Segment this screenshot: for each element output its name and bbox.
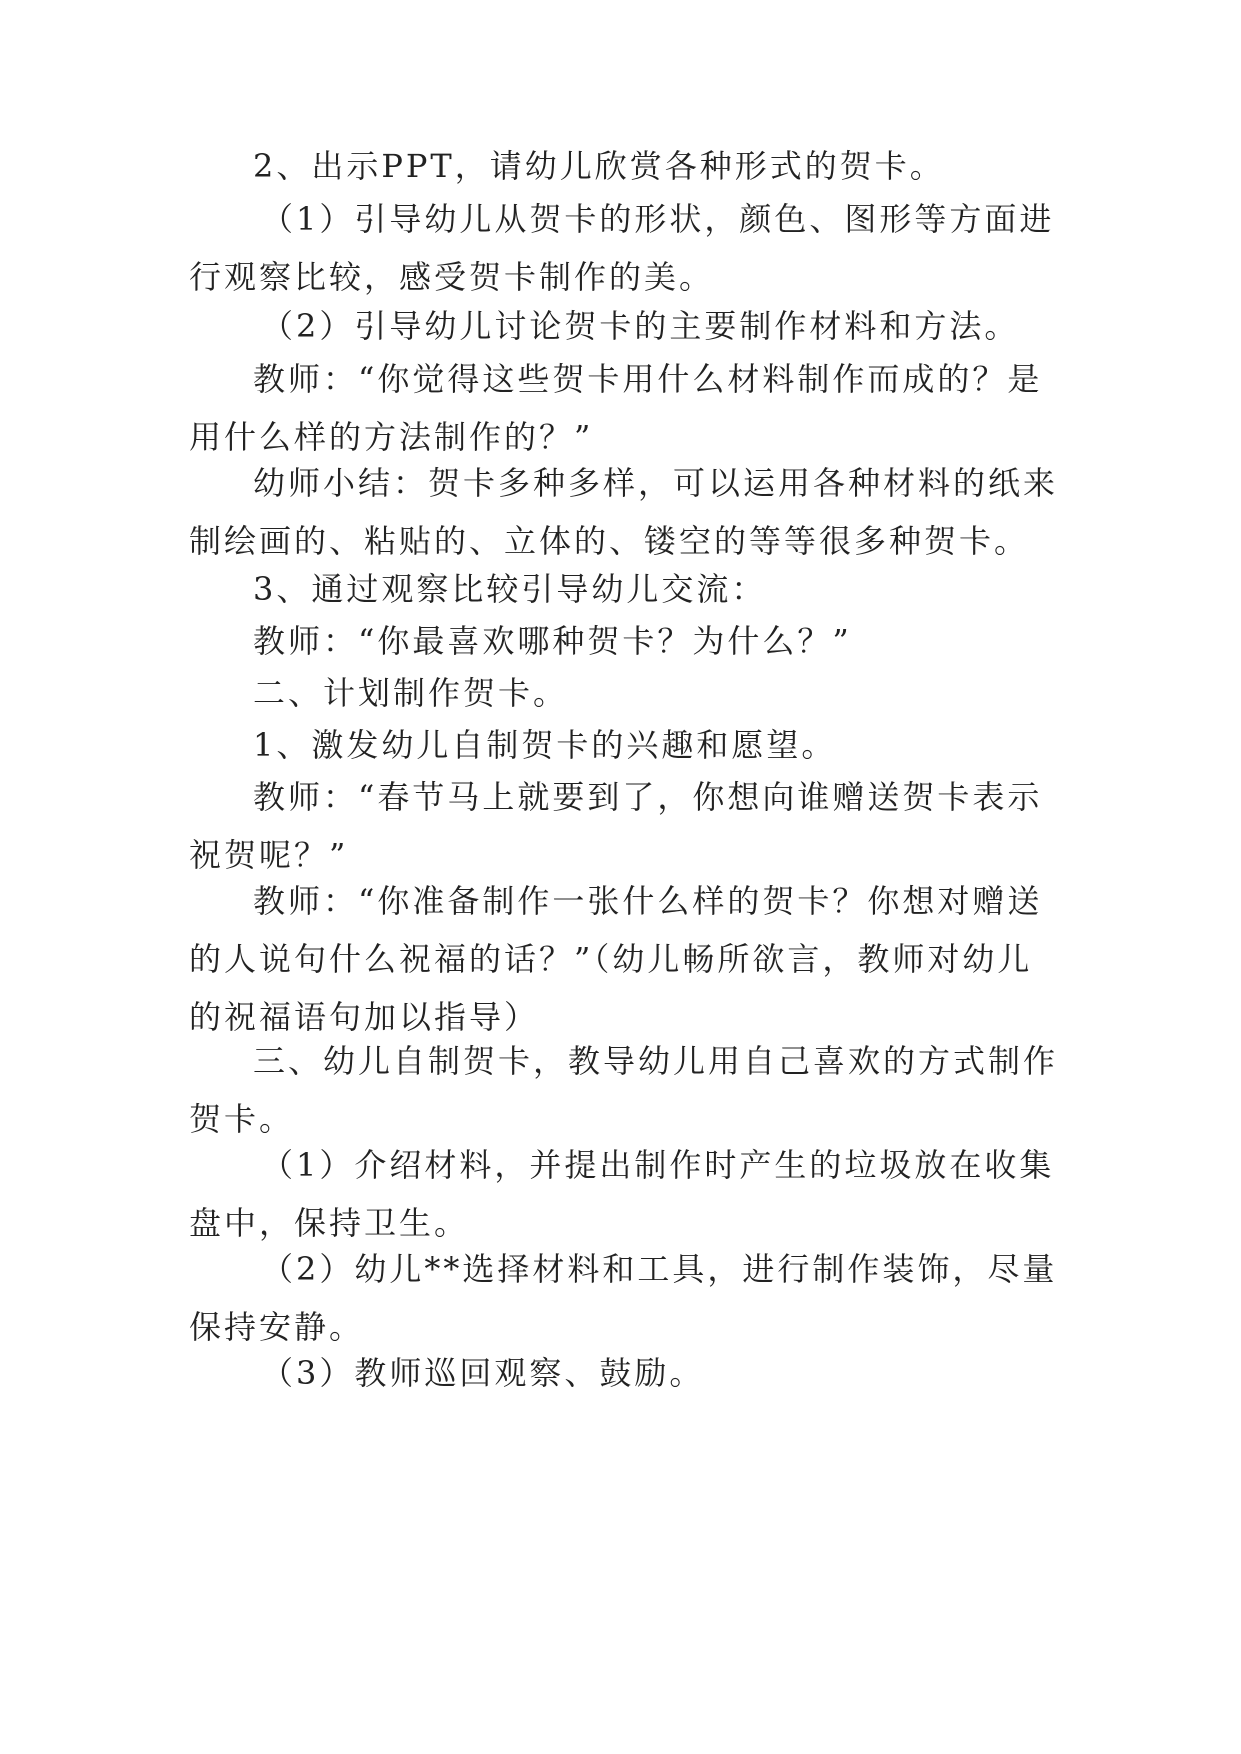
paragraph-observe-compare: 3、通过观察比较引导幼儿交流：	[253, 570, 767, 608]
paragraph-teacher-prepare-card: 教师：“你准备制作一张什么样的贺卡？你想对赠送的人说句什么祝福的话？”（幼儿畅所欲言，教师对幼儿的祝福语句加以指导）	[189, 882, 1043, 1036]
paragraph-guide-observe: （1）引导幼儿从贺卡的形状，颜色、图形等方面进行观察比较，感受贺卡制作的美。	[189, 200, 1055, 296]
paragraph-teacher-question-materials: 教师：“你觉得这些贺卡用什么材料制作而成的？是用什么样的方法制作的？”	[189, 360, 1043, 456]
section-heading-make-cards: 三、幼儿自制贺卡，教导幼儿用自己喜欢的方式制作贺卡。	[189, 1042, 1059, 1138]
paragraph-teacher-spring-festival: 教师：“春节马上就要到了，你想向谁赠送贺卡表示祝贺呢？”	[189, 778, 1043, 874]
paragraph-stimulate-interest: 1、激发幼儿自制贺卡的兴趣和愿望。	[253, 726, 837, 764]
paragraph-teacher-summary: 幼师小结：贺卡多种多样，可以运用各种材料的纸来制绘画的、粘贴的、立体的、镂空的等等很多种贺卡。	[189, 464, 1059, 560]
paragraph-introduce-materials: （1）介绍材料，并提出制作时产生的垃圾放在收集盘中，保持卫生。	[189, 1146, 1055, 1242]
paragraph-show-ppt: 2、出示PPT，请幼儿欣赏各种形式的贺卡。	[253, 147, 945, 185]
paragraph-teacher-tour: （3）教师巡回观察、鼓励。	[261, 1354, 705, 1392]
paragraph-teacher-favorite: 教师：“你最喜欢哪种贺卡？为什么？”	[253, 622, 852, 660]
section-heading-plan: 二、计划制作贺卡。	[253, 674, 569, 712]
paragraph-guide-discuss: （2）引导幼儿讨论贺卡的主要制作材料和方法。	[261, 307, 1020, 345]
paragraph-children-choose: （2）幼儿**选择材料和工具，进行制作装饰，尽量保持安静。	[189, 1250, 1058, 1346]
